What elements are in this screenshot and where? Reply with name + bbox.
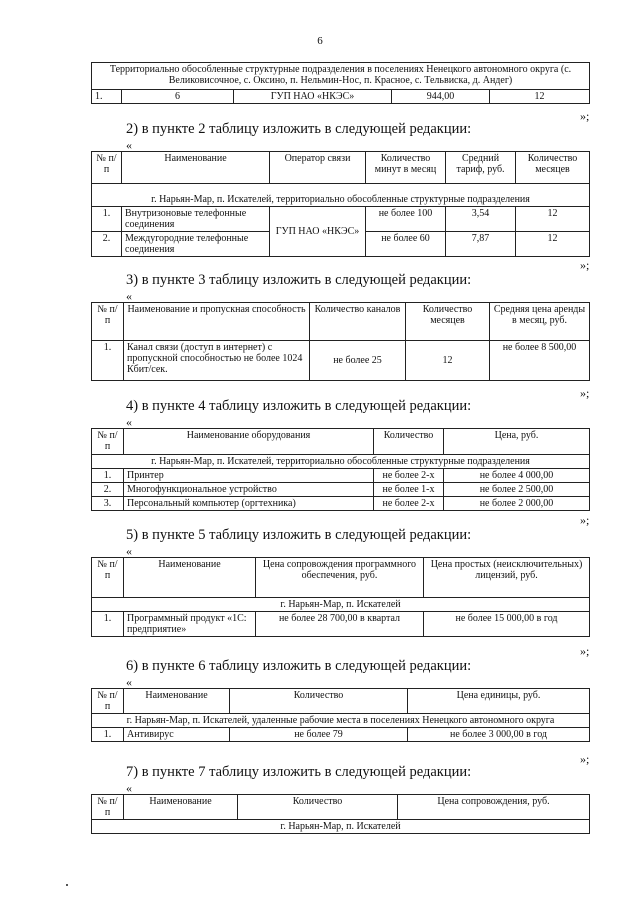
column-header: Количество: [238, 795, 398, 820]
section-heading-3: 3) в пункте 3 таблицу изложить в следующей редакции:: [126, 272, 472, 288]
closing-quote: »;: [580, 386, 590, 400]
table-header-row: [92, 152, 590, 184]
table-row: 1. Программный продукт «1С: предприятие» не более 28 700,00 в квартал не более 15 000,00 в год: [92, 612, 590, 637]
table-header-row: [92, 689, 590, 714]
table-row: 3. Персональный компьютер (оргтехника) не более 2-х не более 2 000,00: [92, 497, 590, 511]
column-header: Средний тариф, руб.: [446, 152, 516, 184]
closing-quote: »;: [580, 513, 590, 527]
column-header: № п/п: [92, 429, 124, 455]
table-row: 1. Внутризоновые телефонные соединения ГУП НАО «НКЭС» не более 100 3,54 12: [92, 207, 590, 232]
table-section-7: [91, 794, 590, 834]
column-header: Цена сопровождения, руб.: [398, 795, 590, 820]
section-heading-4: 4) в пункте 4 таблицу изложить в следующей редакции:: [126, 398, 472, 414]
column-header: № п/п: [92, 558, 124, 598]
table-header-row: [92, 795, 590, 820]
table-row: 2. Многофункциональное устройство не более 1-х не более 2 500,00: [92, 483, 590, 497]
column-header: Количество минут в месяц: [366, 152, 446, 184]
table-group-row: г. Нарьян-Мар, п. Искателей: [92, 820, 590, 834]
page-number: 6: [317, 35, 323, 47]
opening-quote: «: [126, 289, 132, 303]
closing-quote: »;: [580, 752, 590, 766]
closing-quote: »;: [580, 109, 590, 123]
column-header: Количество месяцев: [406, 303, 490, 341]
table-group-row: Территориально обособленные структурные подразделения в поселениях Ненецкого автономного округа (с. Великовисочное, с. Оксино, п. Нельмин-Нос, п. Красное, с. Тельвиска, д. Андег): [92, 63, 590, 90]
column-header: Цена сопровождения программного обеспечения, руб.: [256, 558, 424, 598]
column-header: Цена, руб.: [444, 429, 590, 455]
table-section-3: [91, 302, 590, 381]
column-header: Количество каналов: [310, 303, 406, 341]
column-header: Наименование и пропускная способность: [124, 303, 310, 341]
table-section-2: [91, 151, 590, 257]
opening-quote: «: [126, 415, 132, 429]
table-group-row: г. Нарьян-Мар, п. Искателей: [92, 598, 590, 612]
column-header: Оператор связи: [270, 152, 366, 184]
table-group-row: г. Нарьян-Мар, п. Искателей, территориально обособленные структурные подразделения: [92, 184, 590, 207]
table-section-5: [91, 557, 590, 637]
table-section-6: [91, 688, 590, 742]
column-header: № п/п: [92, 152, 122, 184]
column-header: Цена единицы, руб.: [408, 689, 590, 714]
table-header-row: [92, 303, 590, 341]
column-header: Наименование: [124, 795, 238, 820]
table-header-row: [92, 429, 590, 455]
column-header: Наименование: [122, 152, 270, 184]
column-header: Наименование: [124, 558, 256, 598]
section-heading-5: 5) в пункте 5 таблицу изложить в следующей редакции:: [126, 527, 472, 543]
table-group-row: г. Нарьян-Мар, п. Искателей, удаленные рабочие места в поселениях Ненецкого автономного округа: [92, 714, 590, 728]
column-header: Цена простых (неисключительных) лицензий, руб.: [424, 558, 590, 598]
column-header: Количество: [374, 429, 444, 455]
operator-cell: ГУП НАО «НКЭС»: [270, 207, 366, 257]
column-header: № п/п: [92, 303, 124, 341]
table-row: 1. Принтер не более 2-х не более 4 000,00: [92, 469, 590, 483]
table-header-row: [92, 558, 590, 598]
table-section-1-continuation: [91, 62, 590, 104]
section-heading-2: 2) в пункте 2 таблицу изложить в следующей редакции:: [126, 121, 472, 137]
table-row: 1. Антивирус не более 79 не более 3 000,00 в год: [92, 728, 590, 742]
column-header: Количество месяцев: [516, 152, 590, 184]
closing-quote: »;: [580, 644, 590, 658]
table-row: 2. Междугородние телефонные соединения не более 60 7,87 12: [92, 232, 590, 257]
column-header: № п/п: [92, 689, 124, 714]
table-group-row: г. Нарьян-Мар, п. Искателей, территориально обособленные структурные подразделения: [92, 455, 590, 469]
opening-quote: «: [126, 781, 132, 795]
opening-quote: «: [126, 675, 132, 689]
opening-quote: «: [126, 544, 132, 558]
table-row: 1. Канал связи (доступ в интернет) с пропускной способностью не более 1024 Кбит/сек. не более 25 12 не более 8 500,00: [92, 341, 590, 381]
column-header: № п/п: [92, 795, 124, 820]
opening-quote: «: [126, 138, 132, 152]
column-header: Средняя цена аренды в месяц, руб.: [490, 303, 590, 341]
section-heading-7: 7) в пункте 7 таблицу изложить в следующей редакции:: [126, 764, 472, 780]
table-row: 1. 6 ГУП НАО «НКЭС» 944,00 12: [92, 90, 590, 104]
closing-quote: »;: [580, 258, 590, 272]
table-section-4: [91, 428, 590, 511]
column-header: Наименование: [124, 689, 230, 714]
scan-speck: [66, 884, 68, 886]
column-header: Количество: [230, 689, 408, 714]
column-header: Наименование оборудования: [124, 429, 374, 455]
section-heading-6: 6) в пункте 6 таблицу изложить в следующей редакции:: [126, 658, 472, 674]
